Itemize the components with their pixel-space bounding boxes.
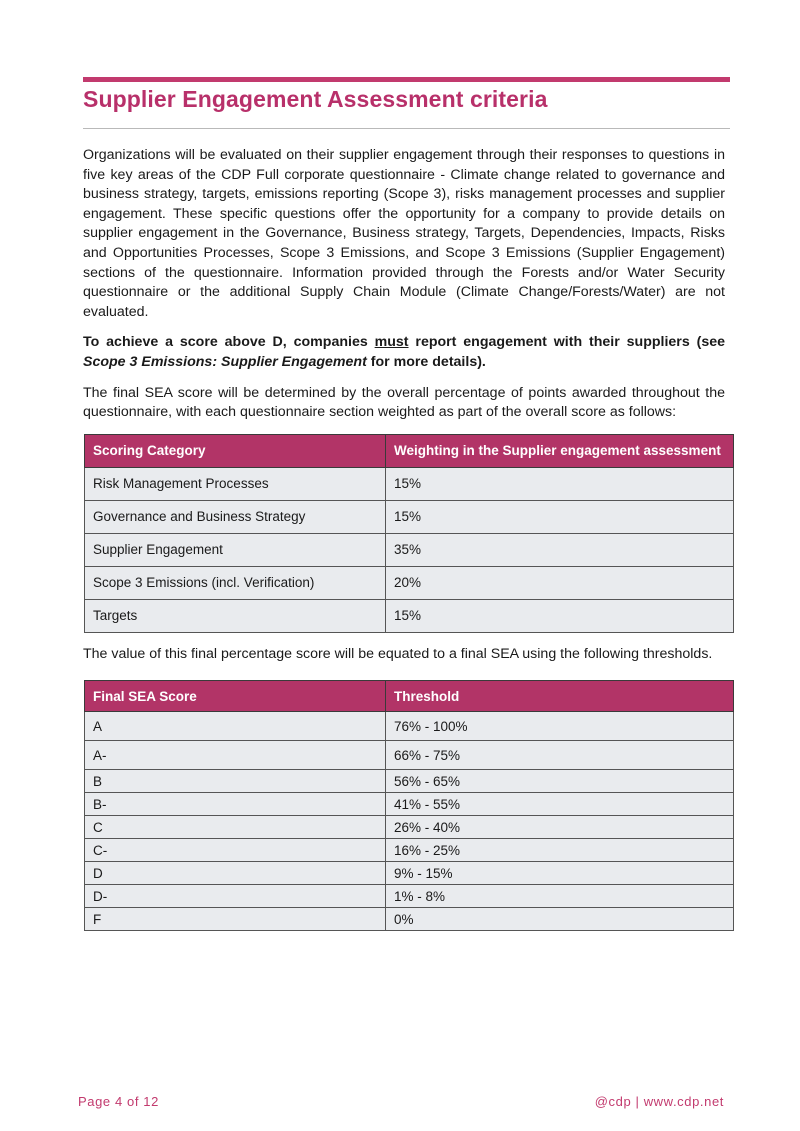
threshold-cell: 16% - 25% [386, 839, 734, 862]
weight-cell: 15% [386, 467, 734, 500]
weight-cell: 15% [386, 599, 734, 632]
threshold-cell: 26% - 40% [386, 816, 734, 839]
table-row [85, 467, 734, 500]
threshold-cell: 0% [386, 908, 734, 931]
top-accent-bar [83, 77, 730, 82]
main-content [83, 146, 725, 931]
score-cell: C- [85, 839, 386, 862]
score-cell: C [85, 816, 386, 839]
requirement-section-reference: Scope 3 Emissions: Supplier Engagement [83, 353, 367, 370]
threshold-cell: 9% - 15% [386, 862, 734, 885]
page-title: Supplier Engagement Assessment criteria [83, 86, 548, 112]
page-number: Page 4 of 12 [78, 1094, 159, 1109]
score-cell: D- [85, 885, 386, 908]
table-row [85, 793, 734, 816]
table-header-cell: Threshold [386, 681, 734, 712]
category-cell: Risk Management Processes [85, 467, 386, 500]
category-cell: Scope 3 Emissions (incl. Verification) [85, 566, 386, 599]
score-cell: D [85, 862, 386, 885]
threshold-cell: 56% - 65% [386, 770, 734, 793]
weighting-intro-paragraph: The final SEA score will be determined by the overall percentage of points awarded throughout the questionnaire, with each questionnaire section weighted as part of the overall score as follows: [83, 384, 725, 421]
table-row [85, 885, 734, 908]
table-header-row [85, 434, 734, 467]
table-row [85, 712, 734, 741]
requirement-text-3: for more details). [366, 353, 486, 370]
table-row [85, 741, 734, 770]
table-row [85, 533, 734, 566]
footer-contact: @cdp | www.cdp.net [594, 1094, 724, 1109]
title-divider [83, 128, 730, 129]
score-cell: A [85, 712, 386, 741]
threshold-cell: 66% - 75% [386, 741, 734, 770]
category-cell: Supplier Engagement [85, 533, 386, 566]
weight-cell: 15% [386, 500, 734, 533]
category-cell: Targets [85, 599, 386, 632]
weight-cell: 35% [386, 533, 734, 566]
table-row [85, 862, 734, 885]
weighting-table [84, 434, 734, 633]
table-row [85, 500, 734, 533]
score-cell: B [85, 770, 386, 793]
threshold-cell: 76% - 100% [386, 712, 734, 741]
table-row [85, 816, 734, 839]
requirement-text-1: To achieve a score above D, companies [83, 334, 375, 351]
table-row [85, 599, 734, 632]
table-header-cell: Weighting in the Supplier engagement assessment [386, 434, 734, 467]
requirement-paragraph [83, 333, 725, 372]
table-row [85, 908, 734, 931]
category-cell: Governance and Business Strategy [85, 500, 386, 533]
score-cell: B- [85, 793, 386, 816]
threshold-cell: 41% - 55% [386, 793, 734, 816]
threshold-cell: 1% - 8% [386, 885, 734, 908]
requirement-emphasis: must [374, 334, 409, 351]
table-row [85, 566, 734, 599]
table-header-cell: Final SEA Score [85, 681, 386, 712]
requirement-text-2: report engagement with their suppliers (see [408, 334, 725, 351]
intro-paragraph: Organizations will be evaluated on their supplier engagement through their responses to questions in five key areas of the CDP Full corporate questionnaire - Climate change related to governance and business strategy, targets, emissions reporting (Scope 3), risks management processes and supplier engagement. These specific questions offer the opportunity for a company to provide details on supplier engagement in the Governance, Business strategy, Targets, Dependencies, Impacts, Risks and Opportunities Processes, Scope 3 Emissions, and Scope 3 Emissions (Supplier Engagement) sections of the questionnaire. Information provided through the Forests and/or Water Security questionnaire or the additional Supply Chain Module (Climate Change/Forests/Water) are not evaluated. [83, 147, 725, 320]
table-header-row [85, 681, 734, 712]
table-row [85, 770, 734, 793]
score-cell: F [85, 908, 386, 931]
threshold-table [84, 680, 734, 931]
table-row [85, 839, 734, 862]
threshold-intro-paragraph: The value of this final percentage score will be equated to a final SEA using the following thresholds. [83, 645, 713, 662]
table-header-cell: Scoring Category [85, 434, 386, 467]
score-cell: A- [85, 741, 386, 770]
weight-cell: 20% [386, 566, 734, 599]
